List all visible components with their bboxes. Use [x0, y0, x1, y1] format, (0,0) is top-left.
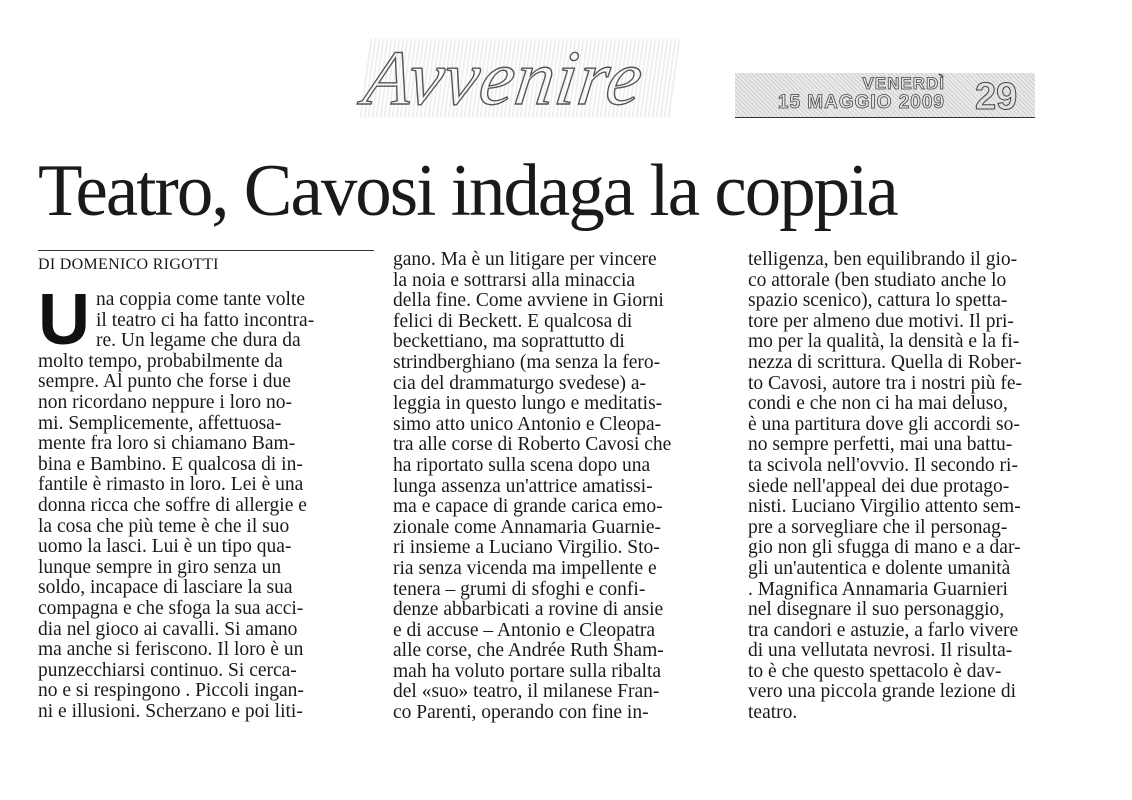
article-text-line: gano. Ma è un litigare per vincere — [393, 249, 657, 270]
article-text-line: ri insieme a Luciano Virgilio. Sto- — [393, 537, 660, 559]
article-text-line: sempre. Al punto che forse i due — [38, 371, 291, 393]
article-text-line: re. Un legame che dura da — [96, 330, 301, 352]
dateline-weekday: VENERDÌ — [862, 74, 945, 93]
article-text-line: non ricordano neppure i loro no- — [38, 391, 292, 413]
article-text-line: mo per la qualità, la densità e la fi- — [748, 331, 1020, 353]
dateline-date: 15 MAGGIO 2009 — [777, 92, 945, 113]
article-text-line: nel disegnare il suo personaggio, — [748, 599, 1005, 621]
article-text-line: na coppia come tante volte — [96, 289, 305, 310]
page-number: 29 — [975, 76, 1018, 118]
article-text-line: co attorale (ben studiato anche lo — [748, 269, 1007, 291]
article-text-line: to Cavosi, autore tra i nostri più fe- — [748, 372, 1023, 394]
article-text-line: cia del drammaturgo svedese) a- — [393, 372, 647, 394]
article-text-line: la noia e sottrarsi alla minaccia — [393, 269, 636, 291]
article-text-line: denze abbarbicati a rovine di ansie — [393, 599, 664, 621]
article-text-line: gio non gli sfugga di mano e a dar- — [748, 537, 1021, 559]
byline-prefix: DI — [38, 256, 56, 273]
article-text-line: fantile è rimasto in loro. Lei è una — [38, 474, 304, 496]
article-text-line: e di accuse – Antonio e Cleopatra — [393, 619, 656, 641]
masthead-logo: Avvenire — [359, 38, 680, 118]
byline-rule — [38, 250, 374, 251]
drop-cap: U — [38, 280, 90, 360]
article-text-line: beckettiano, ma soprattutto di — [393, 331, 625, 353]
article-text-line: uomo la lasci. Lui è un tipo qua- — [38, 536, 292, 558]
article-text-line: vero una piccola grande lezione di — [748, 681, 1017, 703]
article-text-line: ha riportato sulla scena dopo una — [393, 454, 651, 476]
article-text-line: siede nell'appeal dei due protago- — [748, 475, 1010, 497]
article-text-line: lunga assenza un'attrice amatissi- — [393, 475, 653, 497]
article-text-line: spazio scenico), cattura lo spetta- — [748, 290, 1008, 312]
article-column-3 — [748, 250, 1084, 724]
article-text-line: ta scivola nell'ovvio. Il secondo ri- — [748, 454, 1018, 476]
article-text-line: to è che questo spettacolo è dav- — [748, 660, 1002, 682]
article-text-line: la cosa che più teme è che il suo — [38, 515, 290, 537]
article-text-line: di una vellutata nevrosi. Il risulta- — [748, 640, 1013, 662]
article-text-line: dia nel gioco ai cavalli. Si amano — [38, 618, 298, 640]
article-text-line: leggia in questo lungo e meditatis- — [393, 393, 663, 415]
article-text-line: simo atto unico Antonio e Cleopa- — [393, 413, 662, 435]
article-text-line: soldo, incapace di lasciare la sua — [38, 577, 293, 599]
article-text-line: nezza di scrittura. Quella di Rober- — [748, 351, 1022, 373]
article-text-line: pre a sorvegliare che il personag- — [748, 516, 1008, 538]
article-text-line: è una partitura dove gli accordi so- — [748, 413, 1020, 435]
article-text-line: tore per almeno due motivi. Il pri- — [748, 310, 1014, 332]
article-text-line: il teatro ci ha fatto incontra- — [96, 309, 315, 331]
article-text-line: ma e capace di grande carica emo- — [393, 496, 663, 518]
article-text-line: nisti. Luciano Virgilio attento sem- — [748, 496, 1021, 518]
article-text-line: strindberghiano (ma senza la fero- — [393, 351, 661, 373]
article-text-line: mah ha voluto portare sulla ribalta — [393, 660, 662, 682]
article-text-line: mi. Semplicemente, affettuosa- — [38, 412, 282, 434]
article-text-line: ni e illusioni. Scherzano e poi liti- — [38, 700, 303, 722]
byline-author: DOMENICO RIGOTTI — [59, 256, 219, 273]
article-column-2 — [393, 250, 729, 724]
article-text-line: del «suo» teatro, il milanese Fran- — [393, 681, 660, 703]
article-headline: Teatro, Cavosi indaga la coppia — [38, 150, 897, 232]
article-text-line: condi e che non ci ha mai deluso, — [748, 393, 1008, 415]
article-text-line: lunque sempre in giro senza un — [38, 556, 282, 578]
article-text-line: zionale come Annamaria Guarnie- — [393, 516, 662, 538]
article-text-line: bina e Bambino. E qualcosa di in- — [38, 453, 303, 475]
article-text-line: tra candori e astuzie, a farlo vivere — [748, 619, 1019, 641]
article-text-line: ma anche si feriscono. Il loro è un — [38, 639, 304, 661]
article-column-1 — [38, 280, 374, 722]
article-text-line: no e si respingono . Piccoli ingan- — [38, 680, 304, 702]
article-text-line: alle corse, che Andrée Ruth Sham- — [393, 640, 664, 662]
article-text-line: donna ricca che soffre di allergie e — [38, 494, 307, 516]
article-text-line: co Parenti, operando con fine in- — [393, 702, 649, 724]
article-text-line: teatro. — [748, 702, 798, 724]
article-text-line: compagna e che sfoga la sua acci- — [38, 597, 304, 619]
article-text-line: punzecchiarsi continuo. Si cerca- — [38, 659, 297, 681]
article-text-line: mente fra loro si chiamano Bam- — [38, 433, 296, 455]
article-text-line: . Magnifica Annamaria Guarnieri — [748, 578, 1008, 600]
article-text-line: tra alle corse di Roberto Cavosi che — [393, 434, 672, 456]
article-text-line: felici di Beckett. E qualcosa di — [393, 310, 633, 332]
article-text-line: ria senza vicenda ma impellente e — [393, 557, 657, 579]
article-text-line: telligenza, ben equilibrando il gio- — [748, 249, 1018, 270]
article-text-line: della fine. Come avviene in Giorni — [393, 290, 664, 312]
article-text-line: molto tempo, probabilmente da — [38, 350, 283, 372]
dateline-box — [735, 73, 1035, 118]
article-text-line: tenera – grumi di sfoghi e confi- — [393, 578, 646, 600]
byline — [38, 256, 219, 274]
article-text-line: gli un'autentica e dolente umanità — [748, 557, 1011, 579]
article-text-line: no sempre perfetti, mai una battu- — [748, 434, 1013, 456]
